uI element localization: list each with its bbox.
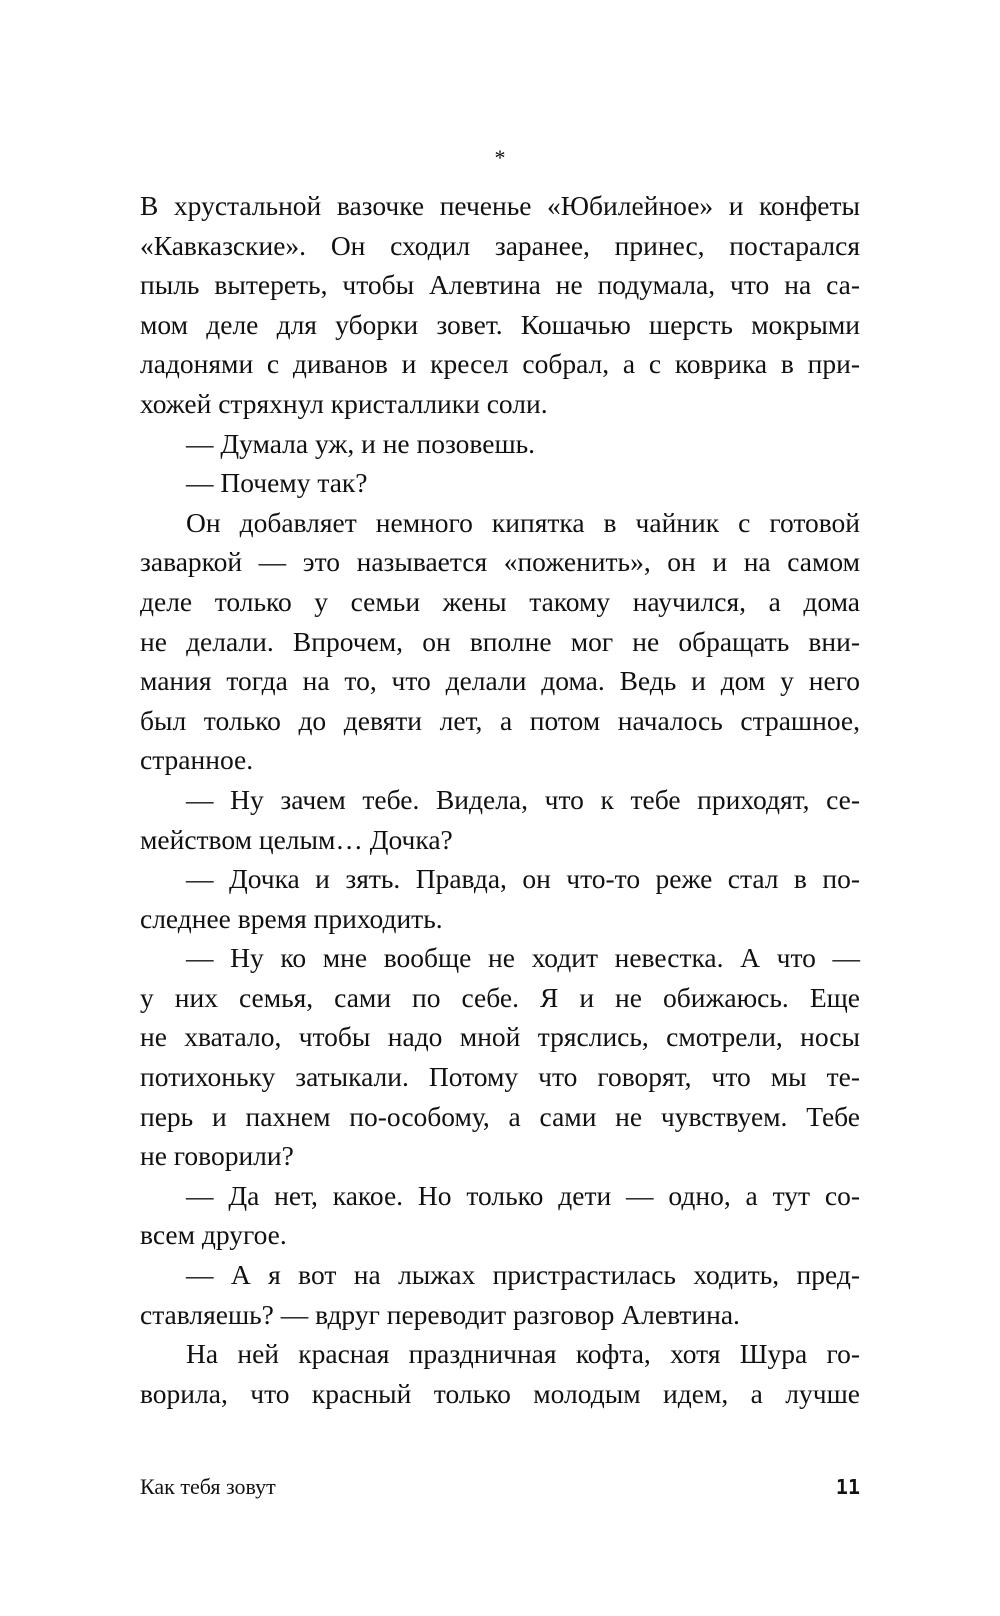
text-line: «Кавказские». Он сходил заранее, принес, постарался <box>140 229 860 261</box>
text-line: — Да нет, какое. Но только дети — одно, а тут со- <box>186 1179 860 1211</box>
text-line: хожей стряхнул кристаллики соли. <box>140 387 548 419</box>
text-line: — Почему так? <box>186 467 368 499</box>
text-line: ладонями с диванов и кресел собрал, а с коврика в при- <box>140 348 860 380</box>
text-line: деле только у семьи жены такому научился, а дома <box>140 585 860 617</box>
text-line: странное. <box>140 744 254 776</box>
text-line: На ней красная праздничная кофта, хотя Шура го- <box>186 1338 860 1370</box>
text-line: пыль вытереть, чтобы Алевтина не подумала, что на са- <box>140 269 860 301</box>
text-line: В хрустальной вазочке печенье «Юбилейное» и конфеты <box>140 190 860 221</box>
text-line: Он добавляет немного кипятка в чайник с готовой <box>186 506 860 538</box>
text-line: — Думала уж, и не позовешь. <box>186 427 536 459</box>
text-line: был только до девяти лет, а потом началось страшное, <box>140 704 860 736</box>
text-line: — Ну ко мне вообще не ходит невестка. А что — <box>186 942 860 974</box>
text-line: мейством целым… Дочка? <box>140 823 453 855</box>
running-title: Как тебя зовут <box>140 1474 276 1499</box>
text-line: следнее время приходить. <box>140 902 443 934</box>
body-text <box>140 186 860 1413</box>
text-line: не говорили? <box>140 1140 294 1172</box>
page-number: 11 <box>835 1475 860 1499</box>
text-line: ворила, что красный только молодым идем, а лучше <box>140 1377 860 1409</box>
text-line: ставляешь? — вдруг переводит разговор Алевтина. <box>140 1298 740 1330</box>
text-line: — Дочка и зять. Правда, он что-то реже стал в по- <box>186 863 860 895</box>
text-line: не делали. Впрочем, он вполне мог не обращать вни- <box>140 625 860 657</box>
text-line: не хватало, чтобы надо мной тряслись, смотрели, носы <box>140 1021 860 1053</box>
text-line: мания тогда на то, что делали дома. Ведь и дом у него <box>140 665 860 697</box>
text-line: потихоньку затыкали. Потому что говорят, что мы те- <box>140 1061 860 1093</box>
text-line: всем другое. <box>140 1219 287 1251</box>
text-line: у них семья, сами по себе. Я и не обижаюсь. Еще <box>140 981 860 1013</box>
text-line: мом деле для уборки зовет. Кошачью шерсть мокрыми <box>140 308 860 340</box>
text-line: — Ну зачем тебе. Видела, что к тебе приходят, се- <box>186 783 860 815</box>
text-line: заваркой — это называется «поженить», он и на самом <box>140 546 860 578</box>
section-break-asterisk: * <box>494 145 506 170</box>
text-line: — А я вот на лыжах пристрастилась ходить, пред- <box>186 1259 860 1291</box>
text-line: перь и пахнем по-особому, а сами не чувствуем. Тебе <box>140 1100 860 1132</box>
